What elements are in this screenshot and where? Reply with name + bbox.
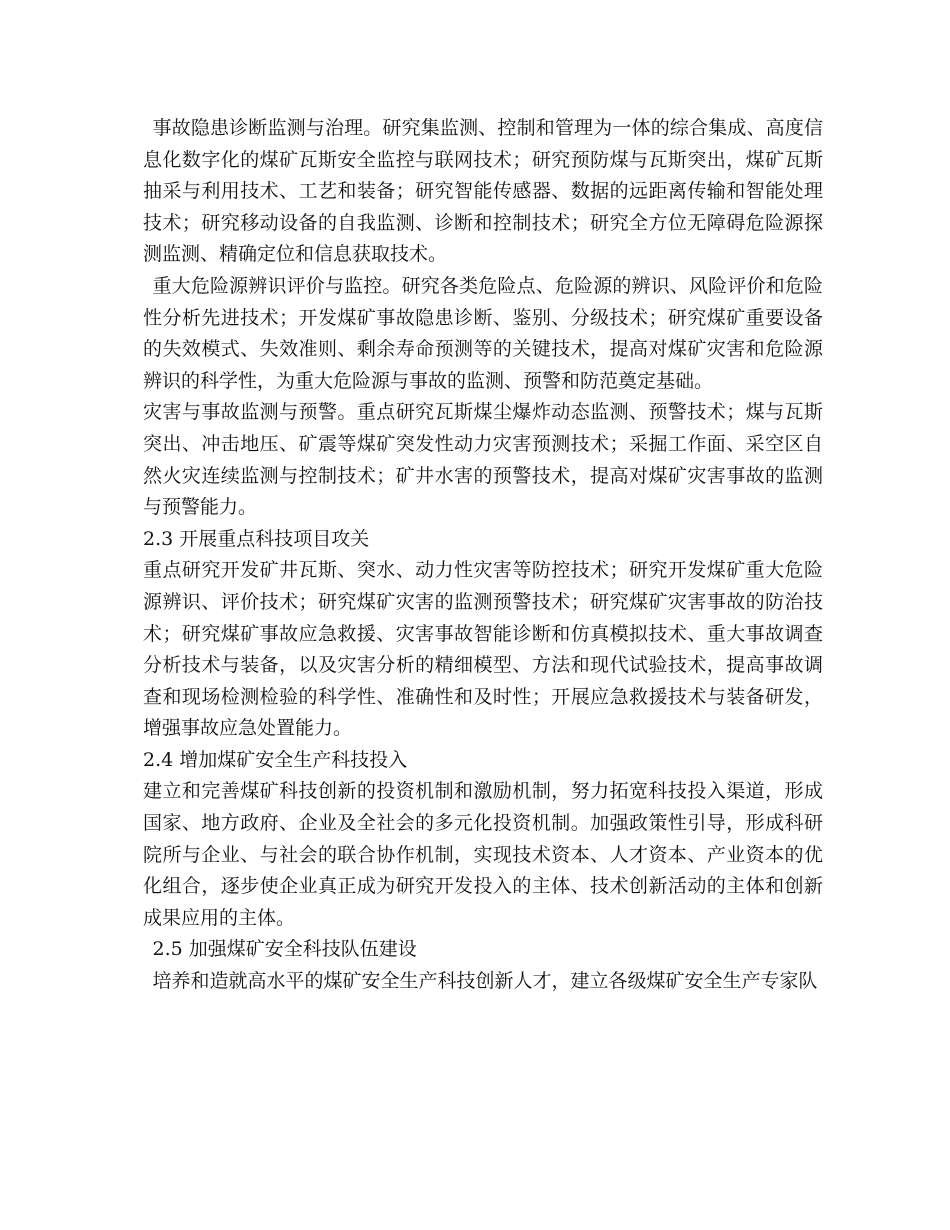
paragraph-disaster-monitoring: 灾害与事故监测与预警。重点研究瓦斯煤尘爆炸动态监测、预警技术；煤与瓦斯突出、冲击地压、矿震等煤矿突发性动力灾害预测技术；采掘工作面、采空区自然火灾连续监测与控制技术；矿井水害的预警技术，提高对煤矿灾害事故的监测与预警能力。: [143, 401, 823, 519]
paragraph-hazard-diagnosis: 事故隐患诊断监测与治理。研究集监测、控制和管理为一体的综合集成、高度信息化数字化的煤矿瓦斯安全监控与联网技术；研究预防煤与瓦斯突出，煤矿瓦斯抽采与利用技术、工艺和装备；研究智能传感器、数据的远距离传输和智能处理技术；研究移动设备的自我监测、诊断和控制技术；研究全方位无障碍危险源探测监测、精确定位和信息获取技术。: [143, 117, 823, 266]
section-heading-2-3: 2.3 开展重点科技项目攻关: [143, 527, 370, 550]
document-body: [143, 113, 823, 998]
section-heading-2-4: 2.4 增加煤矿安全生产科技投入: [143, 748, 408, 771]
paragraph-major-hazard-identification: 重大危险源辨识评价与监控。研究各类危险点、危险源的辨识、风险评价和危险性分析先进技术；开发煤矿事故隐患诊断、鉴别、分级技术；研究煤矿重要设备的失效模式、失效准则、剩余寿命预测等的关键技术，提高对煤矿灾害和危险源辨识的科学性，为重大危险源与事故的监测、预警和防范奠定基础。: [143, 274, 823, 392]
paragraph-talent-team: 培养和造就高水平的煤矿安全生产科技创新人才，建立各级煤矿安全生产专家队: [152, 970, 818, 993]
paragraph-investment: 建立和完善煤矿科技创新的投资机制和激励机制，努力拓宽科技投入渠道，形成国家、地方政府、企业及全社会的多元化投资机制。加强政策性引导，形成科研院所与企业、与社会的联合协作机制，实现技术资本、人才资本、产业资本的优化组合，逐步使企业真正成为研究开发投入的主体、技术创新活动的主体和创新成果应用的主体。: [143, 780, 823, 929]
section-heading-2-5: 2.5 加强煤矿安全科技队伍建设: [152, 938, 417, 961]
paragraph-key-projects: 重点研究开发矿井瓦斯、突水、动力性灾害等防控技术；研究开发煤矿重大危险源辨识、评价技术；研究煤矿灾害的监测预警技术；研究煤矿灾害事故的防治技术；研究煤矿事故应急救援、灾害事故智能诊断和仿真模拟技术、重大事故调查分析技术与装备，以及灾害分析的精细模型、方法和现代试验技术，提高事故调查和现场检测检验的科学性、准确性和及时性；开展应急救援技术与装备研发，增强事故应急处置能力。: [143, 559, 823, 740]
